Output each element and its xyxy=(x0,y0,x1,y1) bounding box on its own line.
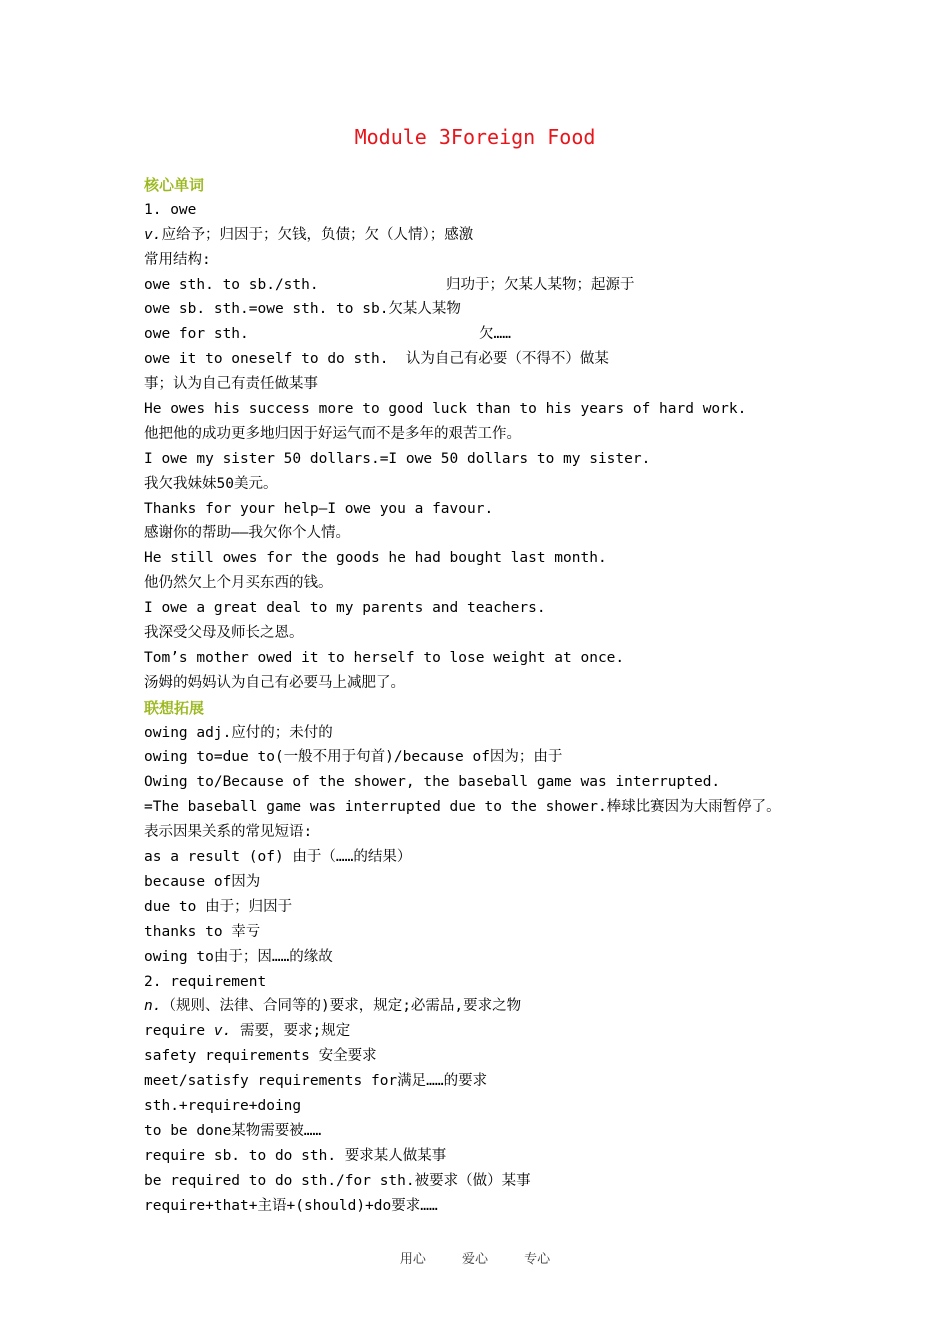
structure: owe for sth. xyxy=(144,326,249,343)
text-line: 常用结构: xyxy=(144,251,211,268)
footer-text: 爱心 xyxy=(461,1252,488,1267)
page-title: Module 3Foreign Food xyxy=(354,125,596,149)
example-sentence: He still owes for the goods he had bought last month. xyxy=(144,550,607,567)
example-translation: 他把他的成功更多地归因于好运气而不是多年的艰苦工作。 xyxy=(144,425,521,442)
example-sentence: I owe my sister 50 dollars.=I owe 50 dollars to my sister. xyxy=(144,450,651,467)
example-sentence: Owing to/Because of the shower, the baseball game was interrupted. xyxy=(144,774,721,791)
document-body xyxy=(144,173,904,1218)
part-of-speech: v. xyxy=(213,1023,232,1040)
phrase-item: meet/satisfy requirements for满足……的要求 xyxy=(144,1073,488,1090)
phrase-item: sth.+require+doing xyxy=(144,1097,302,1114)
page-footer xyxy=(0,1248,950,1267)
text-line xyxy=(144,223,904,248)
footer-text: 用心 xyxy=(399,1252,426,1267)
example-translation: 我欠我妹妹50美元。 xyxy=(144,475,278,492)
example-sentence: Thanks for your help—I owe you a favour. xyxy=(144,500,494,517)
example-translation: 他仍然欠上个月买东西的钱。 xyxy=(144,575,333,592)
example-sentence: I owe a great deal to my parents and teachers. xyxy=(144,600,546,617)
text-line: 2. requirement xyxy=(144,973,267,990)
meaning: 归功于；欠某人某物；起源于 xyxy=(446,276,635,293)
text-line: 事；认为自己有责任做某事 xyxy=(144,376,318,393)
phrase-item: safety requirements 安全要求 xyxy=(144,1048,377,1065)
example-sentence: Tom’s mother owed it to herself to lose weight at once. xyxy=(144,649,625,666)
section-heading-core-words: 核心单词 xyxy=(144,176,205,194)
part-of-speech: n. xyxy=(144,998,162,1015)
example-sentence: =The baseball game was interrupted due to the shower.棒球比赛因为大雨暂停了。 xyxy=(144,799,781,816)
text-line: owe it to oneself to do sth. 认为自己有必要（不得不）做某 xyxy=(144,351,609,368)
example-translation: 感谢你的帮助——我欠你个人情。 xyxy=(144,525,350,542)
text-line: owe sb. sth.=owe sth. to sb.欠某人某物 xyxy=(144,301,461,318)
text-line xyxy=(144,273,904,298)
phrase-item: due to 由于；归因于 xyxy=(144,898,293,915)
phrase-item: require sb. to do sth. 要求某人做某事 xyxy=(144,1147,447,1164)
word: require xyxy=(144,1023,214,1040)
example-translation: 汤姆的妈妈认为自己有必要马上减肥了。 xyxy=(144,674,405,691)
phrase-item: because of因为 xyxy=(144,873,261,890)
meaning: 欠…… xyxy=(479,326,511,343)
text-line xyxy=(144,994,904,1019)
phrase-item: to be done某物需要被…… xyxy=(144,1122,322,1139)
text-line: 1. owe xyxy=(144,201,197,218)
section-heading-extension: 联想拓展 xyxy=(144,698,205,717)
text-line: 表示因果关系的常见短语: xyxy=(144,824,313,841)
definition: 应给予；归因于；欠钱，负债；欠（人情）；感激 xyxy=(161,226,474,243)
part-of-speech: v. xyxy=(144,226,162,243)
text-line xyxy=(144,1019,904,1044)
phrase-item: owing to由于；因……的缘故 xyxy=(144,948,333,965)
footer-text: 专心 xyxy=(524,1252,551,1267)
phrase-item: thanks to 幸亏 xyxy=(144,923,261,940)
structure: owe sth. to sb./sth. xyxy=(144,276,319,293)
definition: （规则、法律、合同等的)要求，规定;必需品,要求之物 xyxy=(161,998,522,1015)
phrase-item: as a result (of) 由于（……的结果） xyxy=(144,849,412,866)
text-line: owing adj.应付的；未付的 xyxy=(144,724,333,741)
example-translation: 我深受父母及师长之恩。 xyxy=(144,625,304,642)
example-sentence: He owes his success more to good luck than to his years of hard work. xyxy=(144,401,747,418)
text-line: owing to=due to(一般不用于句首)/because of因为；由于 xyxy=(144,749,563,766)
phrase-item: be required to do sth./for sth.被要求（做）某事 xyxy=(144,1172,531,1189)
text-line xyxy=(144,322,904,347)
phrase-item: require+that+主语+(should)+do要求…… xyxy=(144,1197,438,1214)
definition: 需要，要求;规定 xyxy=(231,1023,351,1040)
